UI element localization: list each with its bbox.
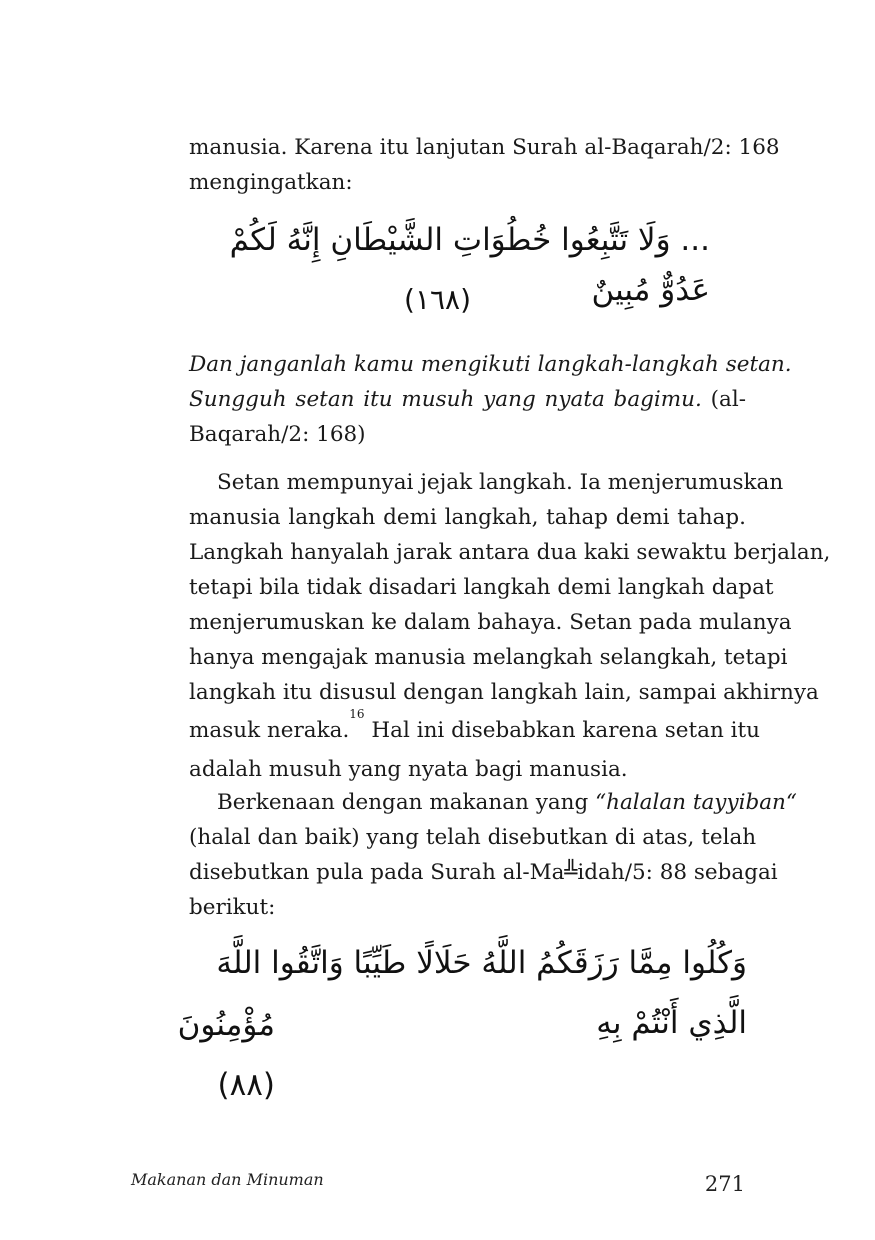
page-number: 271 [704,1172,745,1196]
running-footer-title: Makanan dan Minuman [131,1170,324,1189]
footnote-marker[interactable]: 16 [349,707,365,721]
paragraph-intro [189,130,780,200]
text-line [189,707,760,752]
arabic-verse-168: ... وَلَا تَتَّبِعُوا خُطُوَاتِ الشَّيْطَانِ إِنَّهُ لَكُمْ عَدُوٌّ مُبِينٌ [229,222,710,308]
verse-number-168: (١٦٨) [404,283,471,316]
text-line: manusia langkah demi langkah, tahap demi tahap. [189,505,746,530]
text-line: (halal dan baik) yang telah disebutkan di atas, telah [189,825,757,850]
translation-ref: (al- [710,387,746,412]
text-line: Setan mempunyai jejak langkah. Ia menjerumuskan [217,470,784,495]
text-fragment: Hal ini disebabkan karena setan itu [364,718,760,743]
paragraph-halal [189,785,797,925]
text-fragment: Berkenaan dengan makanan yang [217,790,596,815]
text-line: disebutkan pula pada Surah al-Ma╩idah/5: 88 sebagai [189,860,778,885]
text-line: manusia. Karena itu lanjutan Surah al-Baqarah/2: 168 [189,135,780,160]
translation-line: Dan janganlah kamu mengikuti langkah-langkah setan. [189,352,792,377]
text-line: menjerumuskan ke dalam bahaya. Setan pada mulanya [189,610,792,635]
translation-line [189,382,746,417]
text-line: berikut: [189,895,276,920]
arabic-verse-88-line1: وَكُلُوا مِمَّا رَزَقَكُمُ اللَّهُ حَلَالًا طَيِّبًا وَاتَّقُوا اللَّهَ الَّذِي أَنْتُمْ بِهِ [216,945,747,1041]
text-line [189,785,797,820]
translation-line: Baqarah/2: 168) [189,422,366,447]
text-line: Langkah hanyalah jarak antara dua kaki sewaktu berjalan, [189,540,831,565]
text-line: adalah musuh yang nyata bagi manusia. [189,757,628,782]
text-line: tetapi bila tidak disadari langkah demi langkah dapat [189,575,774,600]
paragraph-setan [189,465,831,787]
translation-italic: Sungguh setan itu musuh yang nyata bagimu. [189,387,702,412]
italic-term: “halalan tayyiban“ [595,790,797,815]
text-line: hanya mengajak manusia melangkah selangkah, tetapi [189,645,788,670]
translation-paragraph [189,347,792,452]
arabic-verse-88-line2: مُؤْمِنُونَ (٨٨) [177,1007,275,1103]
text-fragment: masuk neraka. [189,718,350,743]
text-line: mengingatkan: [189,170,353,195]
text-line: langkah itu disusul dengan langkah lain, sampai akhirnya [189,680,819,705]
